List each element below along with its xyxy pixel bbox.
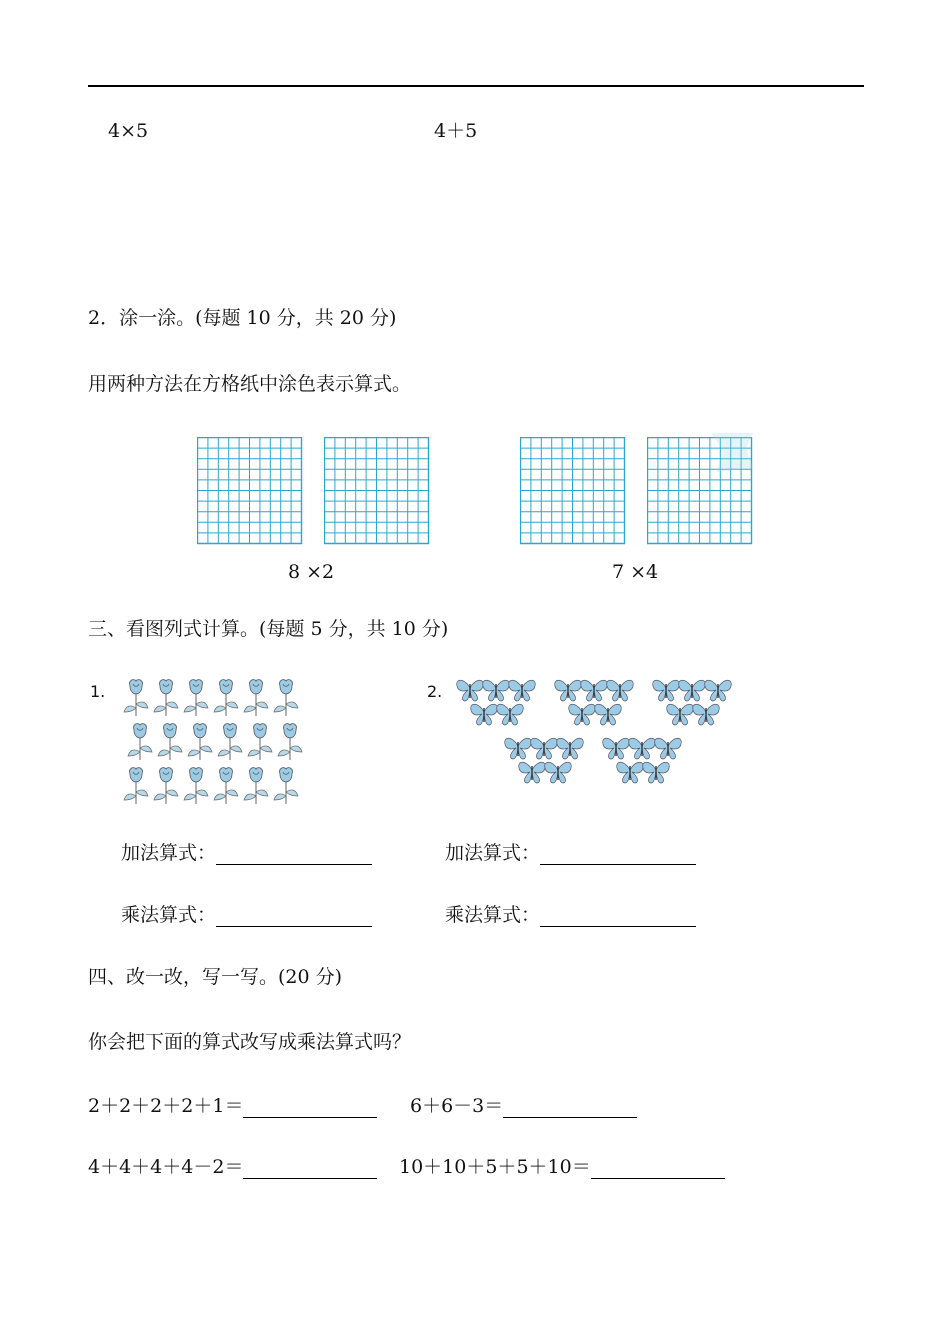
section4-heading: 四、改一改，写一写。(20 分) [88, 966, 343, 988]
answer-blank-rewrite-4[interactable] [591, 1158, 725, 1179]
grid-label-7x4: 7 ×4 [612, 561, 659, 583]
butterfly-icon [519, 762, 546, 783]
butterfly-icon [569, 704, 596, 725]
answer-blank-rewrite-3[interactable] [243, 1158, 377, 1179]
grid-paper-1[interactable] [197, 437, 303, 545]
rewrite-row-2a [88, 1155, 377, 1179]
grid-label-8x2: 8 ×2 [288, 561, 335, 583]
section3-heading: 三、看图列式计算。(每题 5 分，共 10 分) [88, 618, 449, 640]
item2-mul-row [445, 903, 696, 927]
butterfly-icon [483, 680, 510, 701]
add-label-1: 加法算式： [121, 842, 217, 864]
butterfly-icon [497, 704, 524, 725]
flower-icon [214, 768, 238, 804]
item2-add-row [445, 841, 696, 865]
watermark-icon [706, 428, 758, 476]
answer-blank-rewrite-2[interactable] [503, 1097, 637, 1118]
add-label-2: 加法算式： [445, 842, 541, 864]
butterfly-icon [653, 680, 680, 701]
butterfly-icon [643, 762, 670, 783]
butterfly-icon [655, 738, 682, 759]
answer-blank-add-1[interactable] [216, 844, 372, 865]
flower-icon [274, 680, 298, 716]
flower-icon [124, 680, 148, 716]
flower-icon [154, 768, 178, 804]
butterfly-icon [557, 738, 584, 759]
flower-icon [218, 724, 242, 760]
section2-heading: 2．涂一涂。(每题 10 分，共 20 分) [88, 307, 397, 329]
flower-icon [248, 724, 272, 760]
answer-blank-add-2[interactable] [540, 844, 696, 865]
flower-icon [274, 768, 298, 804]
butterfly-icon [705, 680, 732, 701]
item-1-number: 1. [90, 682, 106, 701]
section2-instruction: 用两种方法在方格纸中涂色表示算式。 [88, 373, 412, 395]
butterfly-icon [693, 704, 720, 725]
butterfly-icon [667, 704, 694, 725]
butterfly-icon [617, 762, 644, 783]
rewrite-row-1a [88, 1094, 377, 1118]
rewrite-expression-1: 2＋2＋2＋2＋1＝ [88, 1095, 244, 1117]
item1-add-row [121, 841, 372, 865]
section4-question: 你会把下面的算式改写成乘法算式吗？ [88, 1031, 412, 1053]
flower-icon [124, 768, 148, 804]
butterfly-icon [509, 680, 536, 701]
item-2-number: 2. [427, 682, 443, 701]
butterfly-icon [555, 680, 582, 701]
mul-label-1: 乘法算式： [121, 904, 217, 926]
flower-icon [244, 680, 268, 716]
butterfly-icon [545, 762, 572, 783]
answer-blank-mul-1[interactable] [216, 906, 372, 927]
butterfly-icon [607, 680, 634, 701]
flower-icon [244, 768, 268, 804]
rewrite-row-1b [410, 1094, 637, 1118]
flower-icon [188, 724, 212, 760]
butterfly-icon [595, 704, 622, 725]
butterfly-icon [505, 738, 532, 759]
rewrite-row-2b [399, 1155, 725, 1179]
flower-picture [120, 676, 310, 806]
flower-icon [214, 680, 238, 716]
flower-icon [154, 680, 178, 716]
item1-mul-row [121, 903, 372, 927]
expression-4x5: 4×5 [108, 120, 149, 142]
butterfly-icon [581, 680, 608, 701]
answer-blank-mul-2[interactable] [540, 906, 696, 927]
flower-icon [128, 724, 152, 760]
grid-paper-2[interactable] [324, 437, 430, 545]
answer-blank-rewrite-1[interactable] [243, 1097, 377, 1118]
grid-paper-3[interactable] [520, 437, 626, 545]
butterfly-icon [629, 738, 656, 759]
rewrite-expression-4: 10＋10＋5＋5＋10＝ [399, 1156, 591, 1178]
butterfly-icon [603, 738, 630, 759]
rewrite-expression-3: 4＋4＋4＋4－2＝ [88, 1156, 244, 1178]
flower-icon [158, 724, 182, 760]
flower-icon [278, 724, 302, 760]
expression-4plus5: 4＋5 [434, 120, 478, 142]
butterfly-picture [455, 676, 755, 791]
flower-icon [184, 768, 208, 804]
butterfly-icon [531, 738, 558, 759]
mul-label-2: 乘法算式： [445, 904, 541, 926]
header-rule [88, 85, 864, 87]
butterfly-icon [679, 680, 706, 701]
butterfly-icon [457, 680, 484, 701]
rewrite-expression-2: 6＋6－3＝ [410, 1095, 504, 1117]
butterfly-icon [471, 704, 498, 725]
flower-icon [184, 680, 208, 716]
